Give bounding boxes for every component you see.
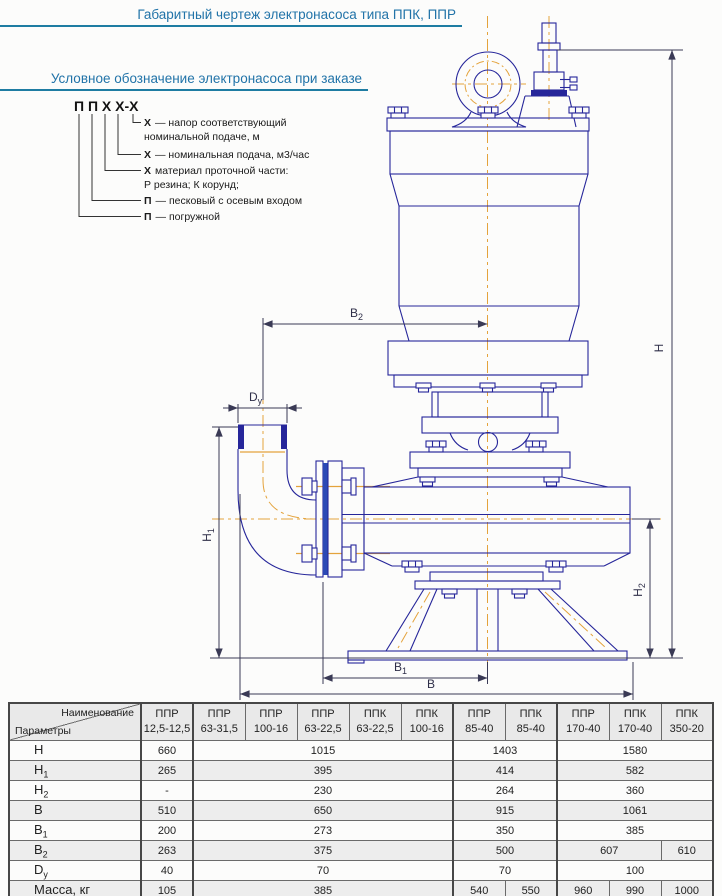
table-header-row — [9, 703, 713, 741]
table-row — [9, 881, 713, 896]
column-header: ППК 100-16 — [401, 703, 453, 741]
discharge-elbow — [238, 425, 364, 577]
corner-label-bottom: Параметры — [15, 725, 71, 737]
designation-title: Условное обозначение электронасоса при заказе — [0, 71, 368, 91]
dim-label-b2: $B_2$ — [350, 306, 364, 322]
value-cell: 395 — [193, 761, 453, 781]
value-cell: - — [141, 781, 193, 801]
table-row — [9, 761, 713, 781]
value-cell: 510 — [141, 801, 193, 821]
legend-item: П — погружной — [144, 211, 220, 223]
value-cell: 385 — [557, 821, 713, 841]
dim-label-h2: $H_2$ — [631, 583, 647, 597]
centerlines — [212, 16, 664, 668]
value-cell: 375 — [193, 841, 453, 861]
column-header: ППК 350-20 — [661, 703, 713, 741]
param-cell: $H_2$ — [9, 781, 141, 801]
value-cell: 1580 — [557, 741, 713, 761]
cable-gland — [517, 23, 577, 127]
value-cell: 540 — [453, 881, 505, 896]
table-row — [9, 841, 713, 861]
dimension-b — [240, 494, 633, 700]
dimension-h2 — [631, 519, 660, 658]
bearing-bracket — [372, 383, 608, 487]
value-cell: 1015 — [193, 741, 453, 761]
dim-label-dy: $D_y$ — [249, 390, 263, 406]
param-cell: $H_1$ — [9, 761, 141, 781]
value-cell: 660 — [141, 741, 193, 761]
value-cell: 265 — [141, 761, 193, 781]
column-header: ППР 170-40 — [557, 703, 609, 741]
value-cell: 70 — [453, 861, 557, 881]
value-cell: 264 — [453, 781, 557, 801]
value-cell: 40 — [141, 861, 193, 881]
value-cell: 1000 — [661, 881, 713, 896]
column-header: ППР 63-22,5 — [297, 703, 349, 741]
column-header: ППК 170-40 — [609, 703, 661, 741]
column-header: ППР 12,5-12,5 — [141, 703, 193, 741]
column-header: ППК 85-40 — [505, 703, 557, 741]
table-row — [9, 861, 713, 881]
designation-code-block — [74, 98, 309, 223]
dimension-b2 — [263, 306, 488, 400]
column-header: ППР 100-16 — [245, 703, 297, 741]
column-header: ППК 63-22,5 — [349, 703, 401, 741]
value-cell: 990 — [609, 881, 661, 896]
value-cell: 385 — [193, 881, 453, 896]
dimension-h — [557, 50, 683, 658]
legend-item-line2: номинальной подаче, м — [144, 131, 260, 143]
legend-item: Х — напор соответствующий — [144, 117, 287, 129]
value-cell: 105 — [141, 881, 193, 896]
value-cell: 610 — [661, 841, 713, 861]
legend-item: Х — номинальная подача, м3/час — [144, 149, 310, 161]
param-cell: $D_y$ — [9, 861, 141, 881]
value-cell: 915 — [453, 801, 557, 821]
value-cell: 230 — [193, 781, 453, 801]
legend-item: Х материал проточной части: — [144, 165, 289, 177]
table-row — [9, 741, 713, 761]
value-cell: 960 — [557, 881, 609, 896]
value-cell: 1061 — [557, 801, 713, 821]
value-cell: 100 — [557, 861, 713, 881]
dimension-h1 — [200, 427, 238, 658]
dimensions-table — [8, 702, 714, 896]
value-cell: 414 — [453, 761, 557, 781]
value-cell: 263 — [141, 841, 193, 861]
legend-item-line2: Р резина; К корунд; — [144, 179, 239, 191]
dim-label-h: H — [652, 343, 666, 353]
designation-code: П П Х Х-Х — [74, 98, 139, 114]
param-cell: Масса, кг — [9, 881, 141, 896]
table-row — [9, 781, 713, 801]
dim-label-b1: $B_1$ — [394, 660, 408, 676]
value-cell: 200 — [141, 821, 193, 841]
table-corner-cell — [9, 703, 141, 741]
value-cell: 607 — [557, 841, 661, 861]
dim-label-h1: $H_1$ — [200, 528, 216, 542]
value-cell: 360 — [557, 781, 713, 801]
column-header: ППР 85-40 — [453, 703, 505, 741]
param-cell: B — [9, 801, 141, 821]
column-header: ППР 63-31,5 — [193, 703, 245, 741]
page-title: Габаритный чертеж электронасоса типа ППК, ППР — [0, 7, 462, 27]
dimensions-table-wrap — [8, 702, 714, 896]
value-cell: 550 — [505, 881, 557, 896]
corner-label-top: Наименование — [61, 707, 134, 719]
value-cell: 70 — [193, 861, 453, 881]
param-cell: H — [9, 741, 141, 761]
value-cell: 582 — [557, 761, 713, 781]
value-cell: 273 — [193, 821, 453, 841]
dim-label-b: B — [427, 677, 436, 691]
param-cell: $B_1$ — [9, 821, 141, 841]
param-cell: $B_2$ — [9, 841, 141, 861]
legend-item: П — песковый с осевым входом — [144, 195, 303, 207]
pump-casing — [342, 487, 630, 589]
value-cell: 650 — [193, 801, 453, 821]
value-cell: 350 — [453, 821, 557, 841]
value-cell: 500 — [453, 841, 557, 861]
table-row — [9, 801, 713, 821]
table-row — [9, 821, 713, 841]
value-cell: 1403 — [453, 741, 557, 761]
dimension-b1 — [323, 582, 488, 684]
